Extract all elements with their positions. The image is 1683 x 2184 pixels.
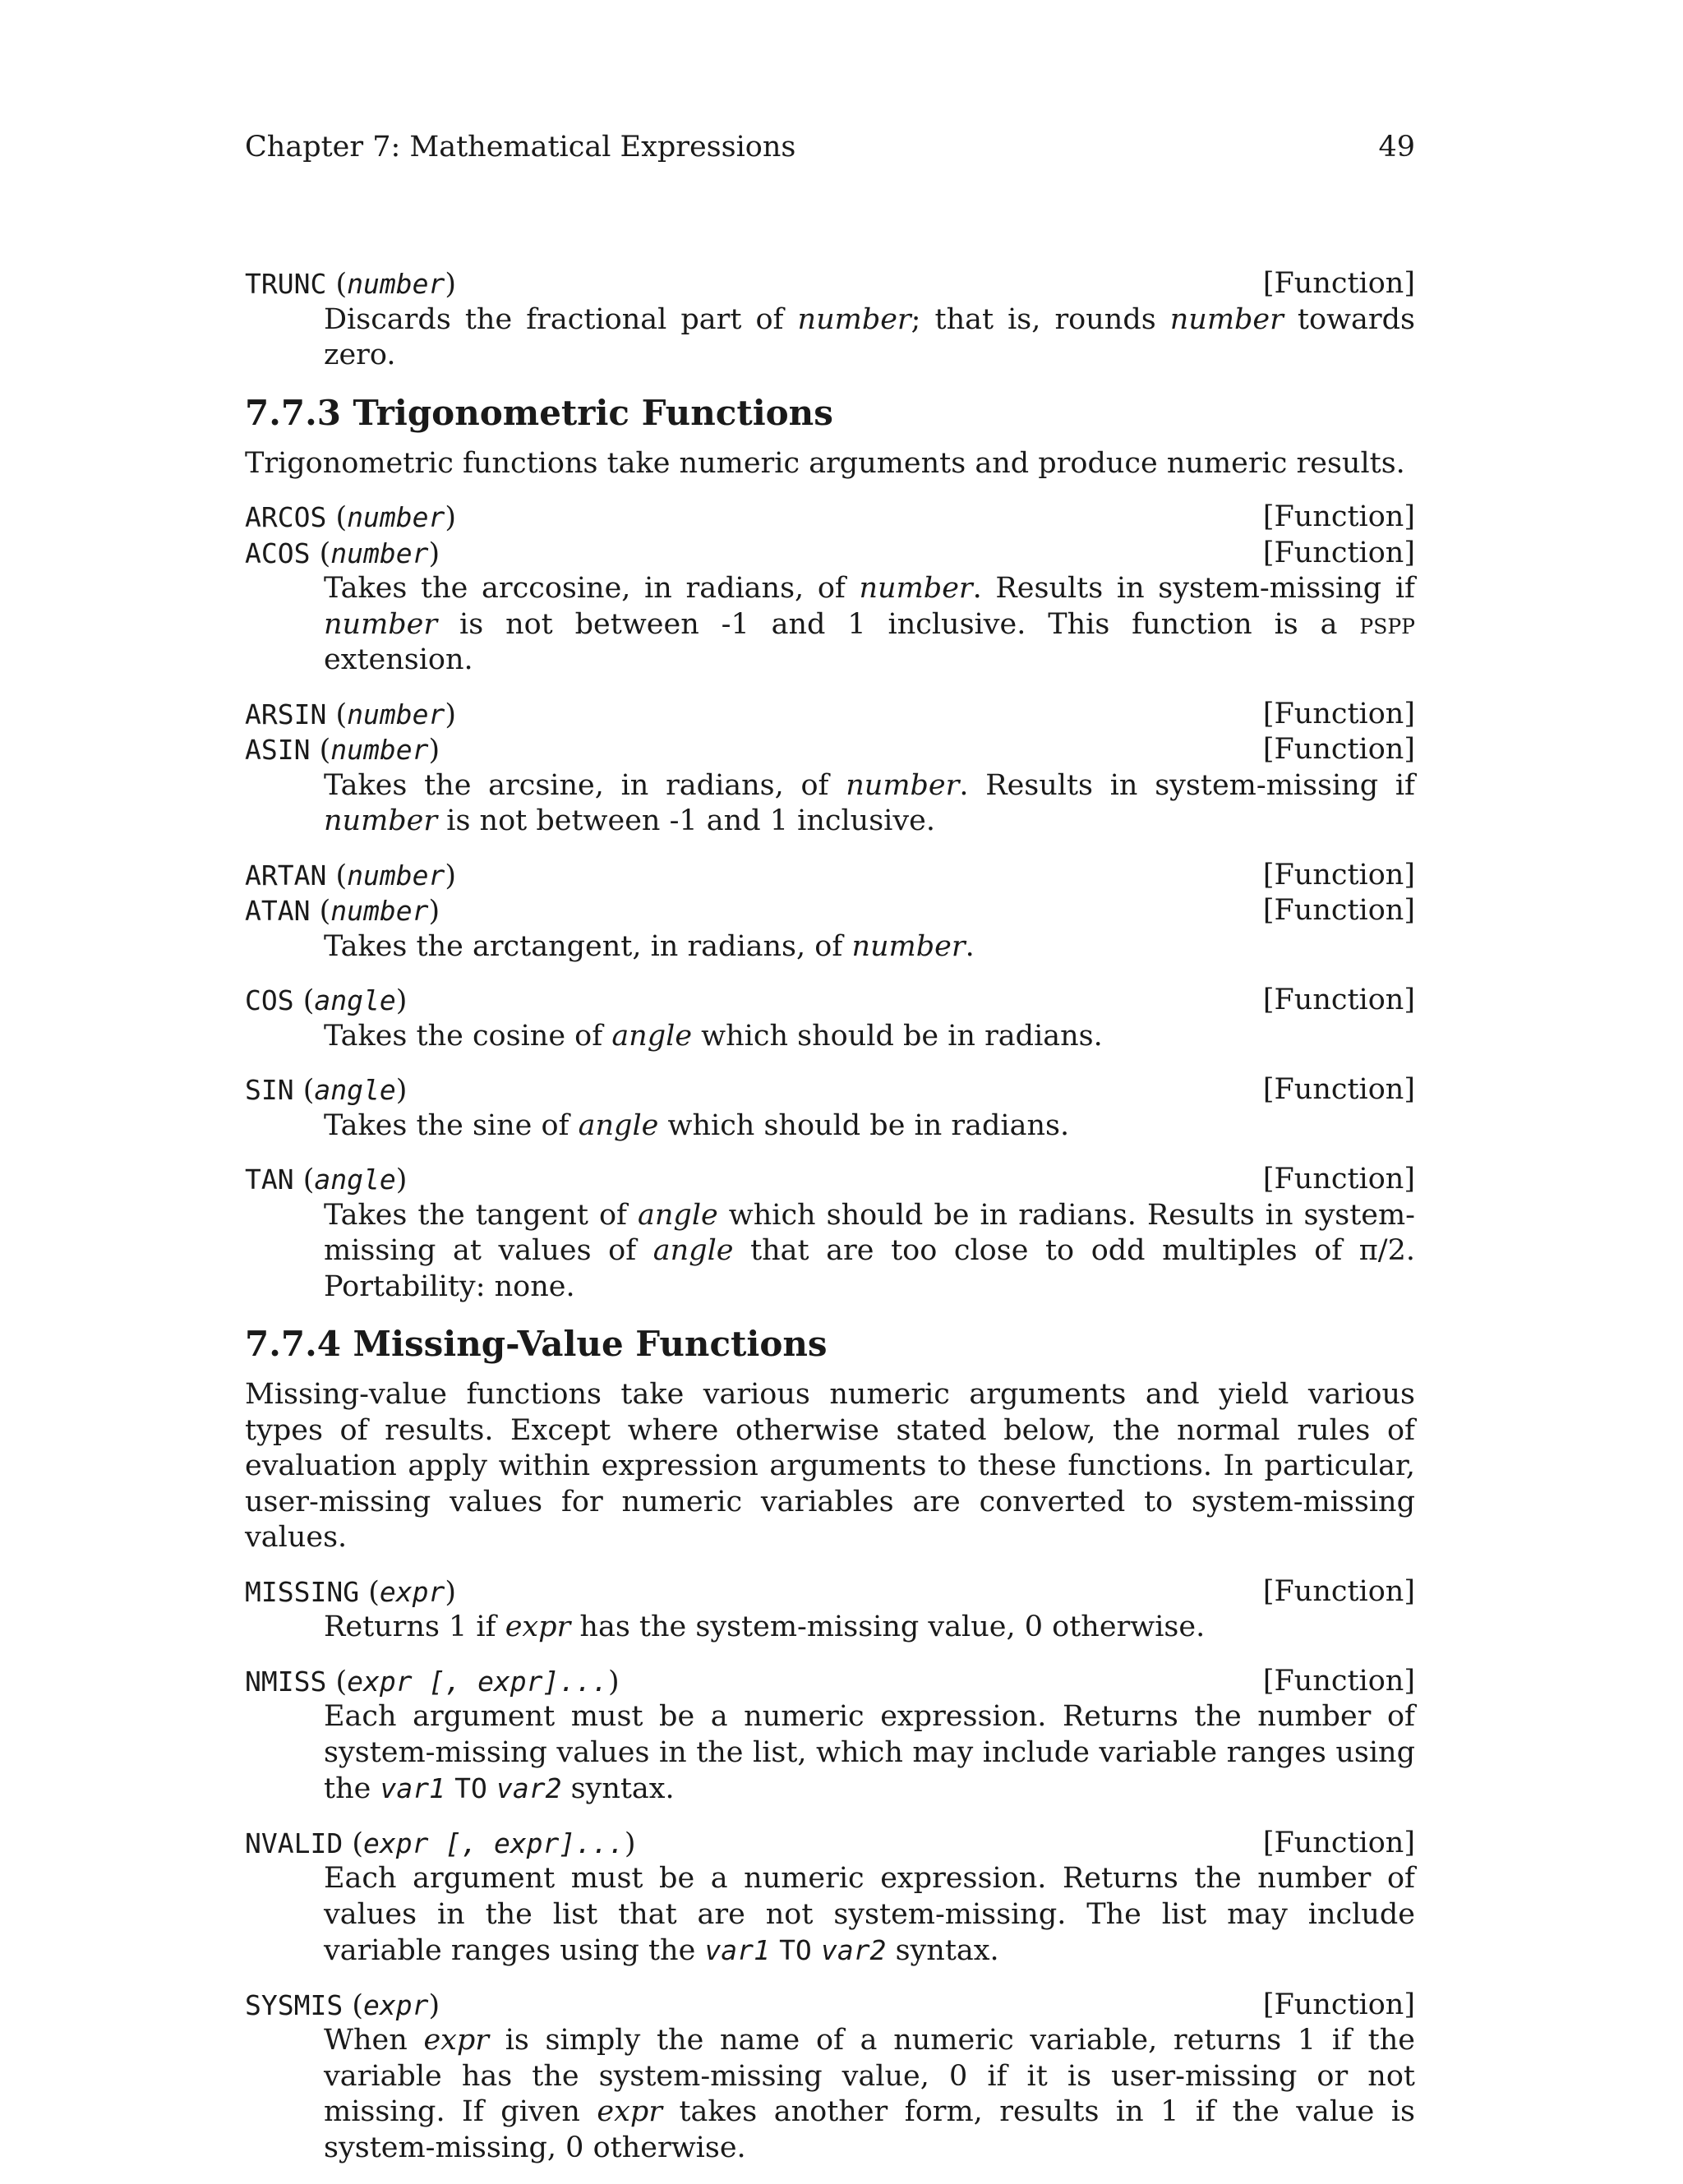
- function-name: TRUNC: [245, 268, 327, 300]
- function-signature: COS (angle) [Function]: [245, 984, 1415, 1017]
- function-nvalid: [245, 1826, 1415, 1970]
- function-signature: SIN (angle) [Function]: [245, 1073, 1415, 1107]
- function-name: ACOS: [245, 537, 311, 569]
- function-category: [Function]: [1262, 894, 1415, 927]
- function-category: [Function]: [1262, 1163, 1415, 1196]
- function-category: [Function]: [1262, 536, 1415, 569]
- function-name: ATAN: [245, 895, 311, 927]
- function-sysmis: [245, 1988, 1415, 2167]
- function-category: [Function]: [1262, 267, 1415, 300]
- function-name: ARTAN: [245, 859, 327, 892]
- function-arsin: [245, 697, 1415, 840]
- function-signature: ATAN (number) [Function]: [245, 894, 1415, 928]
- section-heading-trigonometric: 7.7.3 Trigonometric Functions: [245, 392, 833, 433]
- function-category: [Function]: [1262, 733, 1415, 766]
- function-signature: ARSIN (number) [Function]: [245, 697, 1415, 731]
- function-signature: ASIN (number) [Function]: [245, 733, 1415, 767]
- function-category: [Function]: [1262, 1073, 1415, 1106]
- function-artan: [245, 858, 1415, 965]
- function-arg: number: [347, 268, 445, 300]
- function-signature: ARCOS (number) [Function]: [245, 500, 1415, 534]
- function-name: TAN: [245, 1163, 294, 1196]
- function-missing: [245, 1574, 1415, 1646]
- function-category: [Function]: [1262, 1826, 1415, 1859]
- function-description: Takes the arccosine, in radians, of number. Results in system-missing if number is not between -1 and 1 inclusive. This function is a pspp extension.: [324, 572, 1416, 676]
- function-description: When expr is simply the name of a numeric variable, returns 1 if the variable has the system-missing value, 0 if it is user-missing or not missing. If given expr takes another form, results in 1 if the value is system-missing, 0 otherwise.: [324, 2024, 1415, 2164]
- section-intro: Missing-value functions take various numeric arguments and yield various types of results. Except where otherwise stated below, the normal rules of evaluation apply within expression arguments to these functions. In particular, user-missing values for numeric variables are converted to system-missing values.: [245, 1378, 1415, 1554]
- function-name: ASIN: [245, 734, 311, 766]
- function-description: Takes the tangent of angle which should be in radians. Results in system-missing at values of angle that are too close to odd multiples of π/2. Portability: none.: [324, 1198, 1415, 1303]
- function-description: Takes the arctangent, in radians, of number.: [324, 929, 975, 963]
- page-content: [245, 266, 1415, 2184]
- function-description: Takes the sine of angle which should be in radians.: [324, 1108, 1070, 1142]
- function-name: ARCOS: [245, 501, 327, 533]
- function-name: SYSMIS: [245, 1988, 344, 2021]
- function-name: MISSING: [245, 1575, 360, 1608]
- function-description: Discards the fractional part of number; that is, rounds number towards zero.: [324, 302, 1415, 371]
- function-description: Returns 1 if expr has the system-missing value, 0 otherwise.: [324, 1610, 1206, 1643]
- function-category: [Function]: [1262, 1988, 1415, 2021]
- function-category: [Function]: [1262, 858, 1415, 892]
- section-intro: Trigonometric functions take numeric arguments and produce numeric results.: [245, 446, 1405, 480]
- function-tan: [245, 1162, 1415, 1305]
- document-page: [245, 0, 1415, 2177]
- function-signature: ACOS (number) [Function]: [245, 536, 1415, 570]
- function-name: NVALID: [245, 1827, 344, 1859]
- function-signature: TRUNC (number) [Function]: [245, 267, 1415, 301]
- function-signature: NVALID (expr [, expr]...) [Function]: [245, 1826, 1415, 1860]
- function-signature: SYSMIS (expr) [Function]: [245, 1988, 1415, 2022]
- page-number: 49: [1378, 131, 1415, 164]
- chapter-title: Chapter 7: Mathematical Expressions: [245, 131, 796, 164]
- function-signature: TAN (angle) [Function]: [245, 1163, 1415, 1196]
- function-trunc: [245, 266, 1415, 374]
- function-description: Each argument must be a numeric expression. Returns the number of values in the list that are not system-missing. The list may include variable ranges using the var1 TO var2 syntax.: [324, 1862, 1415, 1967]
- function-signature: ARTAN (number) [Function]: [245, 858, 1415, 892]
- function-nmiss: [245, 1664, 1415, 1808]
- function-description: Takes the arcsine, in radians, of number. Results in system-missing if number is not between -1 and 1 inclusive.: [324, 768, 1416, 837]
- function-name: NMISS: [245, 1665, 327, 1698]
- function-signature: NMISS (expr [, expr]...) [Function]: [245, 1664, 1415, 1698]
- function-category: [Function]: [1262, 1574, 1415, 1608]
- function-category: [Function]: [1262, 500, 1415, 533]
- function-name: SIN: [245, 1074, 294, 1106]
- function-category: [Function]: [1262, 984, 1415, 1016]
- function-name: COS: [245, 984, 294, 1016]
- function-arcos: [245, 500, 1415, 679]
- section-heading-missing-value: 7.7.4 Missing-Value Functions: [245, 1324, 828, 1364]
- function-category: [Function]: [1262, 1664, 1415, 1698]
- function-name: ARSIN: [245, 698, 327, 730]
- function-signature: MISSING (expr) [Function]: [245, 1574, 1415, 1609]
- function-sin: [245, 1072, 1415, 1144]
- function-category: [Function]: [1262, 697, 1415, 730]
- function-description: Each argument must be a numeric expression. Returns the number of system-missing values in the list, which may include variable ranges using the var1 TO var2 syntax.: [324, 1700, 1415, 1805]
- running-header: [245, 130, 1415, 166]
- function-description: Takes the cosine of angle which should be in radians.: [324, 1019, 1103, 1053]
- function-cos: [245, 983, 1415, 1054]
